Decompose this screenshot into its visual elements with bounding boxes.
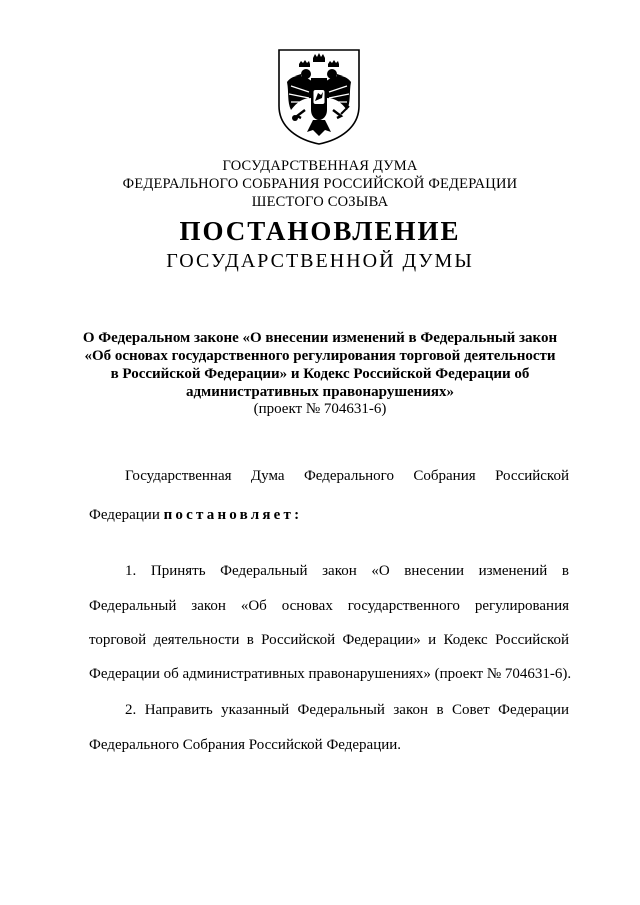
subject-line-4: административных правонарушениях» bbox=[185, 384, 455, 400]
item-1-line-1: 1. Принять Федеральный закон «О внесении изменений в bbox=[125, 563, 569, 579]
document-title: ПОСТАНОВЛЕНИЕ bbox=[179, 216, 461, 246]
preamble-text: Федерации bbox=[89, 507, 164, 523]
header-line-2: ФЕДЕРАЛЬНОГО СОБРАНИЯ РОССИЙСКОЙ ФЕДЕРАЦИИ bbox=[122, 176, 518, 192]
resolves-word: постановляет: bbox=[163, 507, 303, 523]
item-1-line-3: торговой деятельности в Российской Федерации» и Кодекс Российской bbox=[89, 632, 569, 648]
preamble-line-1: Государственная Дума Федерального Собрания Российской bbox=[125, 468, 569, 484]
subject-line-3: в Российской Федерации» и Кодекс Российской Федерации об bbox=[110, 366, 530, 382]
item-1-line-2: Федеральный закон «Об основах государственного регулирования bbox=[89, 598, 569, 614]
coat-of-arms-emblem bbox=[273, 44, 365, 146]
header-line-1: ГОСУДАРСТВЕННАЯ ДУМА bbox=[222, 158, 418, 174]
subject-line-2: «Об основах государственного регулирования торговой деятельности bbox=[84, 348, 556, 364]
preamble-line-2 bbox=[89, 507, 569, 524]
header-line-3: ШЕСТОГО СОЗЫВА bbox=[251, 194, 389, 210]
subject-line-1: О Федеральном законе «О внесении изменений в Федеральный закон bbox=[82, 330, 558, 346]
item-2-line-1: 2. Направить указанный Федеральный закон в Совет Федерации bbox=[125, 702, 569, 718]
document-subtitle: ГОСУДАРСТВЕННОЙ ДУМЫ bbox=[166, 250, 474, 272]
project-number: (проект № 704631-6) bbox=[253, 401, 387, 417]
item-2-line-2: Федерального Собрания Российской Федерации. bbox=[89, 737, 402, 753]
item-1-line-4: Федерации об административных правонарушениях» (проект № 704631-6). bbox=[89, 666, 572, 682]
